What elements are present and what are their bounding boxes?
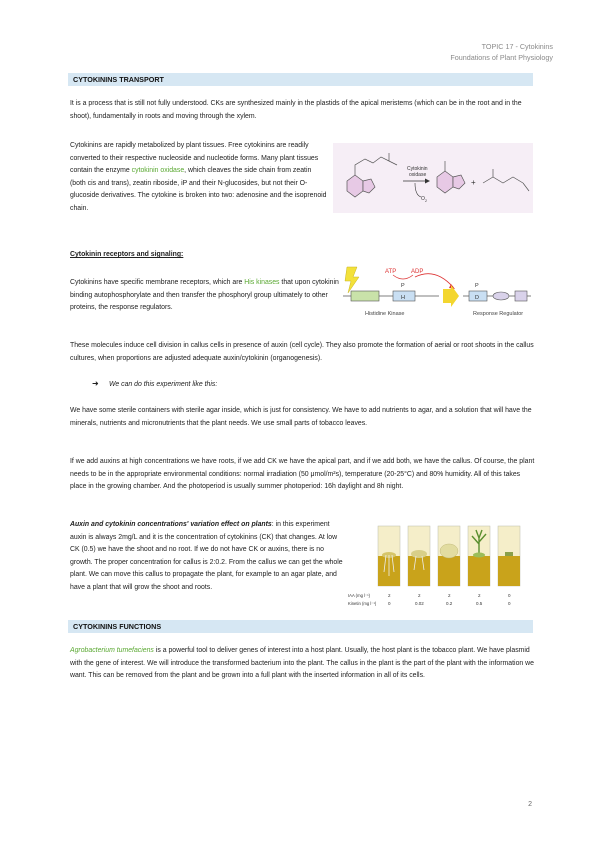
division-paragraph-3: If we add auxins at high concentrations we have roots, if we add CK we have the apical part, and if we add both, we have the callus. Of course, the plant needs to be in the appropriate environmental conditions: normal irradiation (50 μmol/m²s), temperature (20-25°C) and 80% humidity. All of this takes place in the growing chamber. And the photoperiod is usually summer photoperiod: 16h daylight and 8h night. (70, 458, 535, 491)
iaa-value-4: 2 (478, 593, 481, 598)
kinetin-value-3: 0.2 (446, 601, 453, 606)
running-header (450, 41, 553, 63)
transport-paragraph-2: Cytokinins are rapidly metabolized by plant tissues. Free cytokinins are readily converted to their respective nucleoside and nucleotide forms. Many plant tissues contain the enzyme cytokinin oxidase, which cleaves the side chain from zeatin (both cis and trans), zeatin riboside, iP and their N-glucosides, but not their O-glucoside derivatives. The cytokine is broken into two: adenosine and the isoprenoid chain. (70, 142, 327, 212)
iaa-value-1: 2 (388, 593, 391, 598)
o2-subscript: 2 (425, 199, 427, 203)
signal-transfer-arrow (443, 285, 459, 307)
atp-label: ATP (385, 269, 397, 275)
o2-label: O (421, 196, 425, 202)
tube-3 (438, 526, 460, 586)
division-paragraph-2: We have some sterile containers with sterile agar inside, which is just for consistency. We have to add nutrients to agar, and a solution that will have the minerals, nutrients and micronutrients that the plant needs. We use small parts of tobacco leaves. (70, 407, 532, 427)
phosphorylation-arrow (393, 275, 413, 279)
receptors-subheading: Cytokinin receptors and signaling: (70, 251, 184, 258)
tube-1 (378, 526, 400, 586)
phosphate-on-h: P (401, 283, 405, 289)
tube-5 (498, 526, 520, 586)
his-kinases-term: His kinases (244, 279, 280, 286)
histidine-kinase-label: Histidine Kinase (365, 311, 405, 317)
transport-paragraph-1: It is a process that is still not fully understood. CKs are synthesized mainly in the plastids of the apical meristems (which can be in the root and in the shoot), fundamentally in roots and moving through the xylem. (70, 100, 522, 120)
tobacco-callus-figure (348, 518, 533, 610)
iaa-value-3: 2 (448, 593, 451, 598)
tube-2 (408, 526, 430, 586)
his-kinase-signaling-diagram (343, 263, 533, 319)
page-number: 2 (528, 801, 532, 808)
section-heading-functions: CYTOKININS FUNCTIONS (68, 620, 533, 633)
iaa-row-label: IAA (mg l⁻¹) (348, 593, 370, 598)
h-label: H (401, 295, 405, 301)
functions-paragraph: Agrobacterium tumefaciens is a powerful tool to deliver genes of interest into a host plant. Usually, the host plant is the tobacco plant. We have plasmid with the gene of interest. We will introduce the transformed bacterium into the plant. The callus in the plant is the part of the plant with the information we want. This can be removed from the plant and be grown into a full plant with the inserted information in all of its cells. (70, 647, 534, 680)
iaa-value-2: 2 (418, 593, 421, 598)
effector-domain (515, 291, 527, 301)
kinetin-value-1: 0 (388, 601, 391, 606)
kinetin-value-2: 0.02 (415, 601, 424, 606)
oxidase-label-2: oxidase (409, 172, 427, 178)
division-paragraph-1: These molecules induce cell division in callus cells in presence of auxin (cell cycle). They also promote the formation of aerial or root shoots in the callus cultures, when proportions are adjusted adequate auxin/cytokinin (organogenesis). (70, 342, 534, 362)
explant (505, 552, 513, 556)
iaa-value-5: 0 (508, 593, 511, 598)
output-domain (493, 292, 509, 300)
figure-background (333, 143, 533, 213)
receptors-paragraph: Cytokinins have specific membrane receptors, which are His kinases that upon cytokinin binding autophosphorylate and then transfer the phosphoryl group ultimately to other proteins, the response regulators. (70, 279, 339, 312)
d-label: D (475, 295, 479, 301)
section-heading-transport: CYTOKININS TRANSPORT (68, 73, 533, 86)
phosphotransfer-arrow (415, 274, 453, 287)
adp-label: ADP (411, 269, 424, 275)
tube-4 (468, 526, 490, 586)
response-regulator-label: Response Regulator (473, 311, 524, 317)
phosphate-on-d: P (475, 283, 479, 289)
cytokinin-oxidase-diagram (333, 143, 533, 213)
cytokinin-signal-icon (345, 267, 359, 293)
plus-sign: + (471, 178, 476, 187)
callus (440, 544, 458, 558)
kinetin-value-4: 0.5 (476, 601, 483, 606)
concentration-title: Auxin and cytokinin concentrations' variation effect on plants (70, 521, 272, 528)
agrobacterium-term: Agrobacterium tumefaciens (70, 647, 154, 654)
enzyme-term: cytokinin oxidase (131, 167, 185, 175)
experiment-bullet: We can do this experiment like this: (109, 381, 218, 388)
bullet-arrow-icon: ➜ (92, 379, 99, 388)
header-topic: TOPIC 17 - Cytokinins (481, 42, 553, 51)
division-paragraph-4: Auxin and cytokinin concentrations' variation effect on plants: in this experiment auxin is always 2mg/L and it is the concentration of cytokinins (CK) that changes. At low CK (0.5) we have the shoot and no root. If we do not have CK or auxins, there is no growth. The proper concentration for callus is 2:0.2. From the callus we can get the whole plant. We can move this callus to propagate the plant, for example to an agar plate, and have a plant that will grow the shoot and roots. (70, 521, 343, 591)
oxidase-label-1: Cytokinin (407, 166, 428, 172)
sensor-domain (351, 291, 379, 301)
header-course: Foundations of Plant Physiology (450, 53, 553, 62)
kinetin-value-5: 0 (508, 601, 511, 606)
kinetin-row-label: Kinetin (mg l⁻¹) (348, 601, 377, 606)
